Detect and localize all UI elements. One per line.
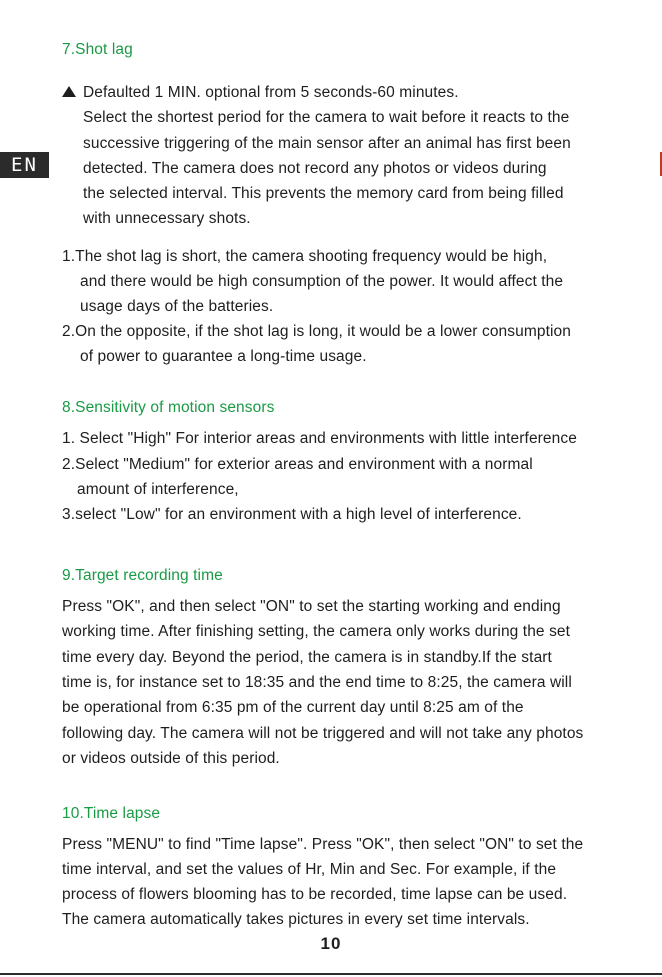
shot-lag-bullet-line: the selected interval. This prevents the memory card from being filled (83, 185, 564, 202)
shot-lag-note-line: usage days of the batteries. (80, 298, 274, 315)
target-time-line: following day. The camera will not be triggered and will not take any photos (62, 725, 584, 742)
shot-lag-bullet-line: Defaulted 1 MIN. optional from 5 seconds-60 minutes. (83, 84, 459, 101)
section-heading-shot-lag: 7.Shot lag (62, 41, 133, 58)
target-time-line: or videos outside of this period. (62, 750, 280, 767)
shot-lag-bullet-line: with unnecessary shots. (83, 210, 251, 227)
page-number: 10 (320, 934, 342, 953)
footer-divider (0, 973, 662, 975)
section-heading-target-recording-time: 9.Target recording time (62, 567, 223, 584)
target-time-line: time every day. Beyond the period, the camera is in standby.If the start (62, 649, 552, 666)
sensitivity-line: 1. Select "High" For interior areas and environments with little interference (62, 430, 577, 447)
target-time-line: Press "OK", and then select "ON" to set the starting working and ending (62, 598, 561, 615)
shot-lag-note-line: 2.On the opposite, if the shot lag is long, it would be a lower consumption (62, 323, 571, 340)
shot-lag-bullet-line: successive triggering of the main sensor after an animal has first been (83, 135, 571, 152)
time-lapse-line: Press "MENU" to find "Time lapse". Press "OK", then select "ON" to set the (62, 836, 584, 853)
time-lapse-line: time interval, and set the values of Hr, Min and Sec. For example, if the (62, 861, 557, 878)
time-lapse-line: process of flowers blooming has to be recorded, time lapse can be used. (62, 886, 568, 903)
section-heading-sensitivity: 8.Sensitivity of motion sensors (62, 399, 275, 416)
sensitivity-line: 2.Select "Medium" for exterior areas and environment with a normal (62, 456, 533, 473)
sensitivity-line: amount of interference, (77, 481, 239, 498)
shot-lag-note-line: 1.The shot lag is short, the camera shooting frequency would be high, (62, 248, 548, 265)
target-time-line: time is, for instance set to 18:35 and the end time to 8:25, the camera will (62, 674, 572, 691)
shot-lag-note-line: of power to guarantee a long-time usage. (80, 348, 367, 365)
shot-lag-bullet-line: Select the shortest period for the camera to wait before it reacts to the (83, 109, 570, 126)
shot-lag-bullet-line: detected. The camera does not record any photos or videos during (83, 160, 547, 177)
time-lapse-line: The camera automatically takes pictures in every set time intervals. (62, 911, 530, 928)
language-tab-en: EN (0, 152, 49, 178)
shot-lag-note-line: and there would be high consumption of the power. It would affect the (80, 273, 564, 290)
sensitivity-line: 3.select "Low" for an environment with a high level of interference. (62, 506, 522, 523)
target-time-line: working time. After finishing setting, the camera only works during the set (62, 623, 571, 640)
section-heading-time-lapse: 10.Time lapse (62, 805, 161, 822)
warning-triangle-icon (62, 86, 76, 97)
target-time-line: be operational from 6:35 pm of the current day until 8:25 am of the (62, 699, 524, 716)
